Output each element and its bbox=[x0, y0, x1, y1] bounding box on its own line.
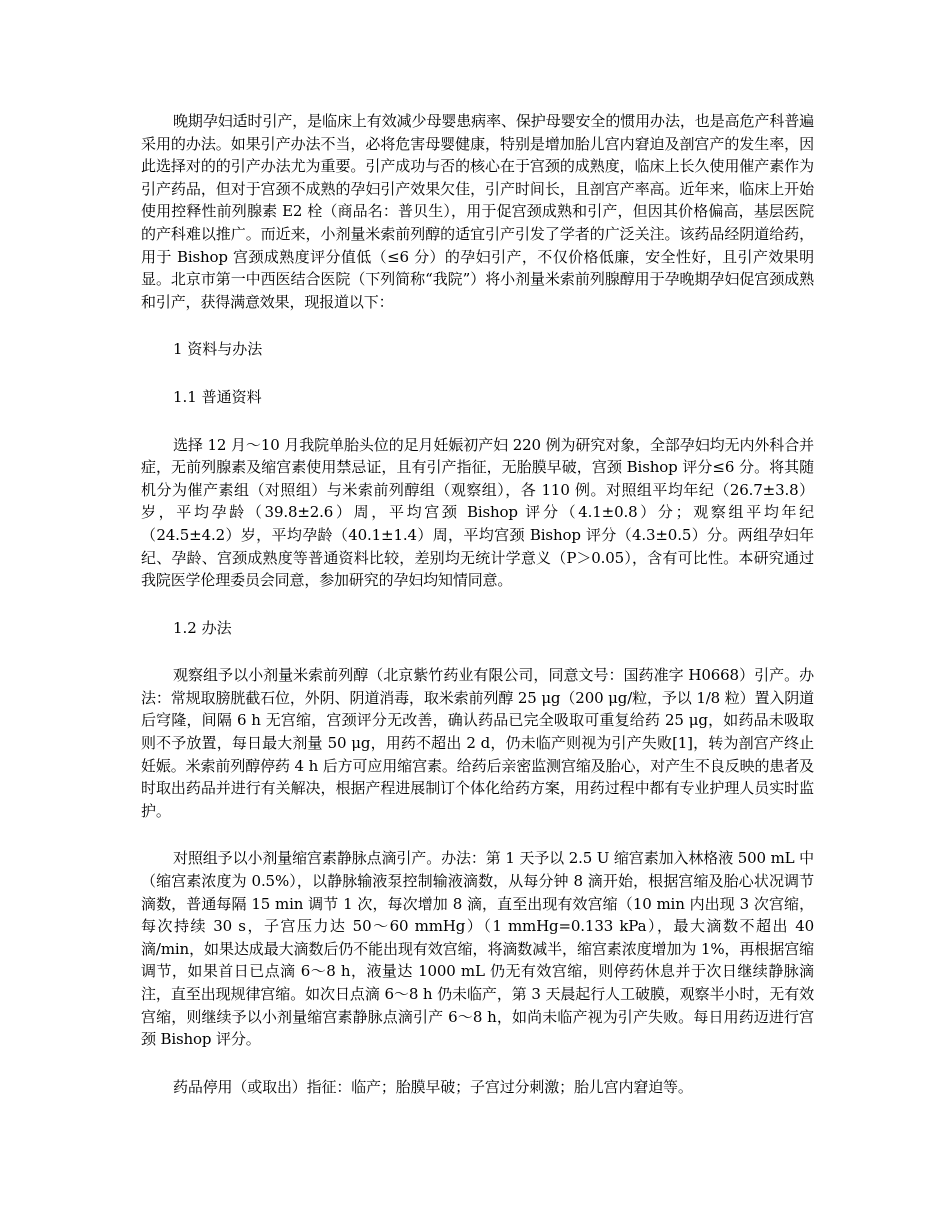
subsection-heading-methods: 1.2 办法 bbox=[173, 618, 232, 637]
intro-paragraph: 晚期孕妇适时引产，是临床上有效减少母婴患病率、保护母婴安全的惯用办法，也是高危产科普遍采用的办法。如果引产办法不当，必将危害母婴健康，特别是增加胎儿宫内窘迫及剖宫产的发生率，因此选择对的的引产办法尤为重要。引产成功与否的核心在于宫颈的成熟度，临床上长久使用催产素作为引产药品，但对于宫颈不成熟的孕妇引产效果欠佳，引产时间长，且剖宫产率高。近年来，临床上开始使用控释性前列腺素 E2 栓（商品名：普贝生），用于促宫颈成熟和引产，但因其价格偏高，基层医院的产科难以推广。而近来，小剂量米索前列醇的适宜引产引发了学者的广泛关注。该药品经阴道给药，用于 Bishop 宫颈成熟度评分值低（≤6 分）的孕妇引产，不仅价格低廉，安全性好，且引产效果明显。北京市第一中西医结合医院（下列简称“我院”）将小剂量米索前列腺醇用于孕晚期孕妇促宫颈成熟和引产，获得满意效果，现报道以下： bbox=[141, 112, 814, 311]
subsection-heading-general-data: 1.1 普通资料 bbox=[173, 387, 262, 406]
observation-group-paragraph: 观察组予以小剂量米索前列醇（北京紫竹药业有限公司，同意文号：国药准字 H0668）引产。办法：常规取膀胱截石位，外阴、阴道消毒，取米索前列醇 25 μg（200 μg/粒，予以 1/8 粒）置入阴道后穹隆，间隔 6 h 无宫缩，宫颈评分无改善，确认药品已完全吸取可重复给药 25 μg，如药品未吸取则不予放置，每日最大剂量 50 μg，用药不超出 2 d，仍未临产则视为引产失败[1]，转为剖宫产终止妊娠。米索前列醇停药 4 h 后方可应用缩宫素。给药后亲密监测宫缩及胎心，对产生不良反映的患者及时取出药品并进行有关解决，根据产程进展制订个体化给药方案，用药过程中都有专业护理人员实时监护。 bbox=[141, 666, 814, 820]
section-heading-materials-methods: 1 资料与办法 bbox=[173, 340, 263, 359]
control-group-paragraph: 对照组予以小剂量缩宫素静脉点滴引产。办法：第 1 天予以 2.5 U 缩宫素加入林格液 500 mL 中（缩宫素浓度为 0.5%），以静脉输液泵控制输液滴数，从每分钟 8 滴开始，根据宫缩及胎心状况调节滴数，普通每隔 15 min 调节 1 次，每次增加 8 滴，直至出现有效宫缩（10 min 内出现 3 次宫缩，每次持续 30 s，子宫压力达 50～60 mmHg）（1 mmHg=0.133 kPa），最大滴数不超出 40 滴/min，如果达成最大滴数后仍不能出现有效宫缩，将滴数减半，缩宫素浓度增加为 1%，再根据宫缩调节，如果首日已点滴 6～8 h，液量达 1000 mL 仍无有效宫缩，则停药休息并于次日继续静脉滴注，直至出现规律宫缩。如次日点滴 6～8 h 仍未临产，第 3 天晨起行人工破膜，观察半小时，无有效宫缩，则继续予以小剂量缩宫素静脉点滴引产 6～8 h，如尚未临产视为引产失败。每日用药迈进行宫颈 Bishop 评分。 bbox=[141, 849, 814, 1049]
discontinuation-criteria-paragraph: 药品停用（或取出）指征：临产；胎膜早破；子宫过分刺激；胎儿宫内窘迫等。 bbox=[173, 1077, 693, 1096]
general-data-paragraph: 选择 12 月～10 月我院单胎头位的足月妊娠初产妇 220 例为研究对象，全部孕妇均无内外科合并症，无前列腺素及缩宫素使用禁忌证，且有引产指征，无胎膜早破，宫颈 Bishop 评分≤6 分。将其随机分为催产素组（对照组）与米索前列醇组（观察组），各 110 例。对照组平均年纪（26.7±3.8）岁，平均孕龄（39.8±2.6）周，平均宫颈 Bishop 评分（4.1±0.8）分；观察组平均年纪（24.5±4.2）岁，平均孕龄（40.1±1.4）周，平均宫颈 Bishop 评分（4.3±0.5）分。两组孕妇年纪、孕龄、宫颈成熟度等普通资料比较，差别均无统计学意义（P＞0.05），含有可比性。本研究通过我院医学伦理委员会同意，参加研究的孕妇均知情同意。 bbox=[141, 435, 814, 590]
